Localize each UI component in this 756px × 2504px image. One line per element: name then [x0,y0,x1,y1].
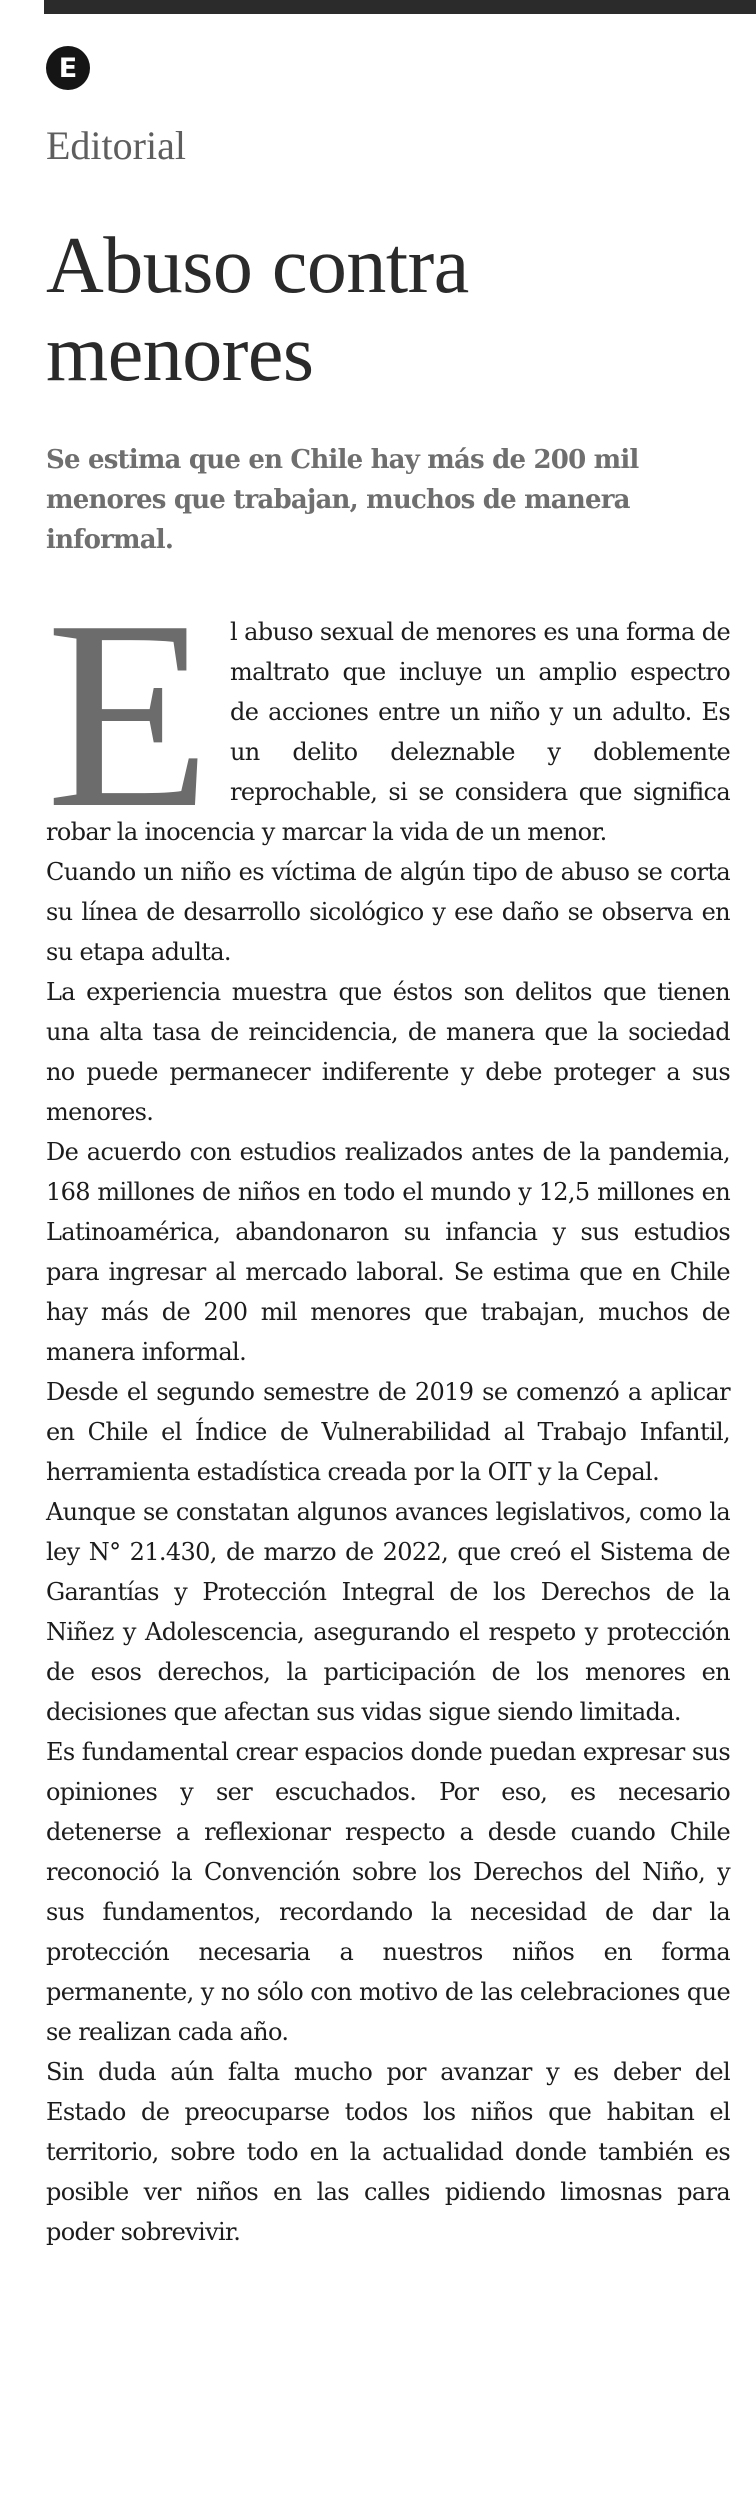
article-body [46,565,730,2252]
article-paragraph: La experiencia muestra que éstos son delitos que tienen una alta tasa de reincidencia, de manera que la sociedad no puede permanecer indiferente y debe proteger a sus menores. [46,978,730,1126]
section-label: Editorial [46,123,186,168]
headline: Abuso contra menores [46,222,469,398]
article-paragraph: De acuerdo con estudios realizados antes de la pandemia, 168 millones de niños en todo el mundo y 12,5 millones en Latinoamérica, abandonaron su infancia y sus estudios para ingresar al mercado laboral. Se estima que en Chile hay más de 200 mil menores que trabajan, muchos de manera informal. [46,1138,730,1366]
article-paragraph: Desde el segundo semestre de 2019 se comenzó a aplicar en Chile el Índice de Vulnerabilidad al Trabajo Infantil, herramienta estadística creada por la OIT y la Cepal. [46,1378,730,1486]
first-paragraph-text: l abuso sexual de menores es una forma de maltrato que incluye un amplio espectro de acciones entre un niño y un adulto. Es un delito deleznable y doblemente reprochable, si se considera que significa robar la inocencia y marcar la vida de un menor. [46,618,730,846]
article-paragraph: Sin duda aún falta mucho por avanzar y es deber del Estado de preocuparse todos los niños que habitan el territorio, sobre todo en la actualidad donde también es posible ver niños en las calles pidiendo limosnas para poder sobrevivir. [46,2058,730,2246]
section-badge-icon [46,46,90,90]
article-paragraph: Aunque se constatan algunos avances legislativos, como la ley N° 21.430, de marzo de 2022, que creó el Sistema de Garantías y Protección Integral de los Derechos de la Niñez y Adolescencia, asegurando el respeto y protección de esos derechos, la participación de los menores en decisiones que afectan sus vidas sigue siendo limitada. [46,1498,730,1726]
article-paragraph: Cuando un niño es víctima de algún tipo de abuso se corta su línea de desarrollo sicológico y ese daño se observa en su etapa adulta. [46,858,730,966]
lede: Se estima que en Chile hay más de 200 mil menores que trabajan, muchos de manera informal. [46,445,639,555]
top-rule [44,0,756,14]
drop-cap: E [46,565,211,864]
section-badge-letter: E [58,52,78,84]
article-paragraph [46,565,730,864]
article-paragraph: Es fundamental crear espacios donde puedan expresar sus opiniones y ser escuchados. Por eso, es necesario detenerse a reflexionar respecto a desde cuando Chile reconoció la Convención sobre los Derechos del Niño, y sus fundamentos, recordando la necesidad de dar la protección necesaria a nuestros niños en forma permanente, y no sólo con motivo de las celebraciones que se realizan cada año. [46,1738,730,2046]
